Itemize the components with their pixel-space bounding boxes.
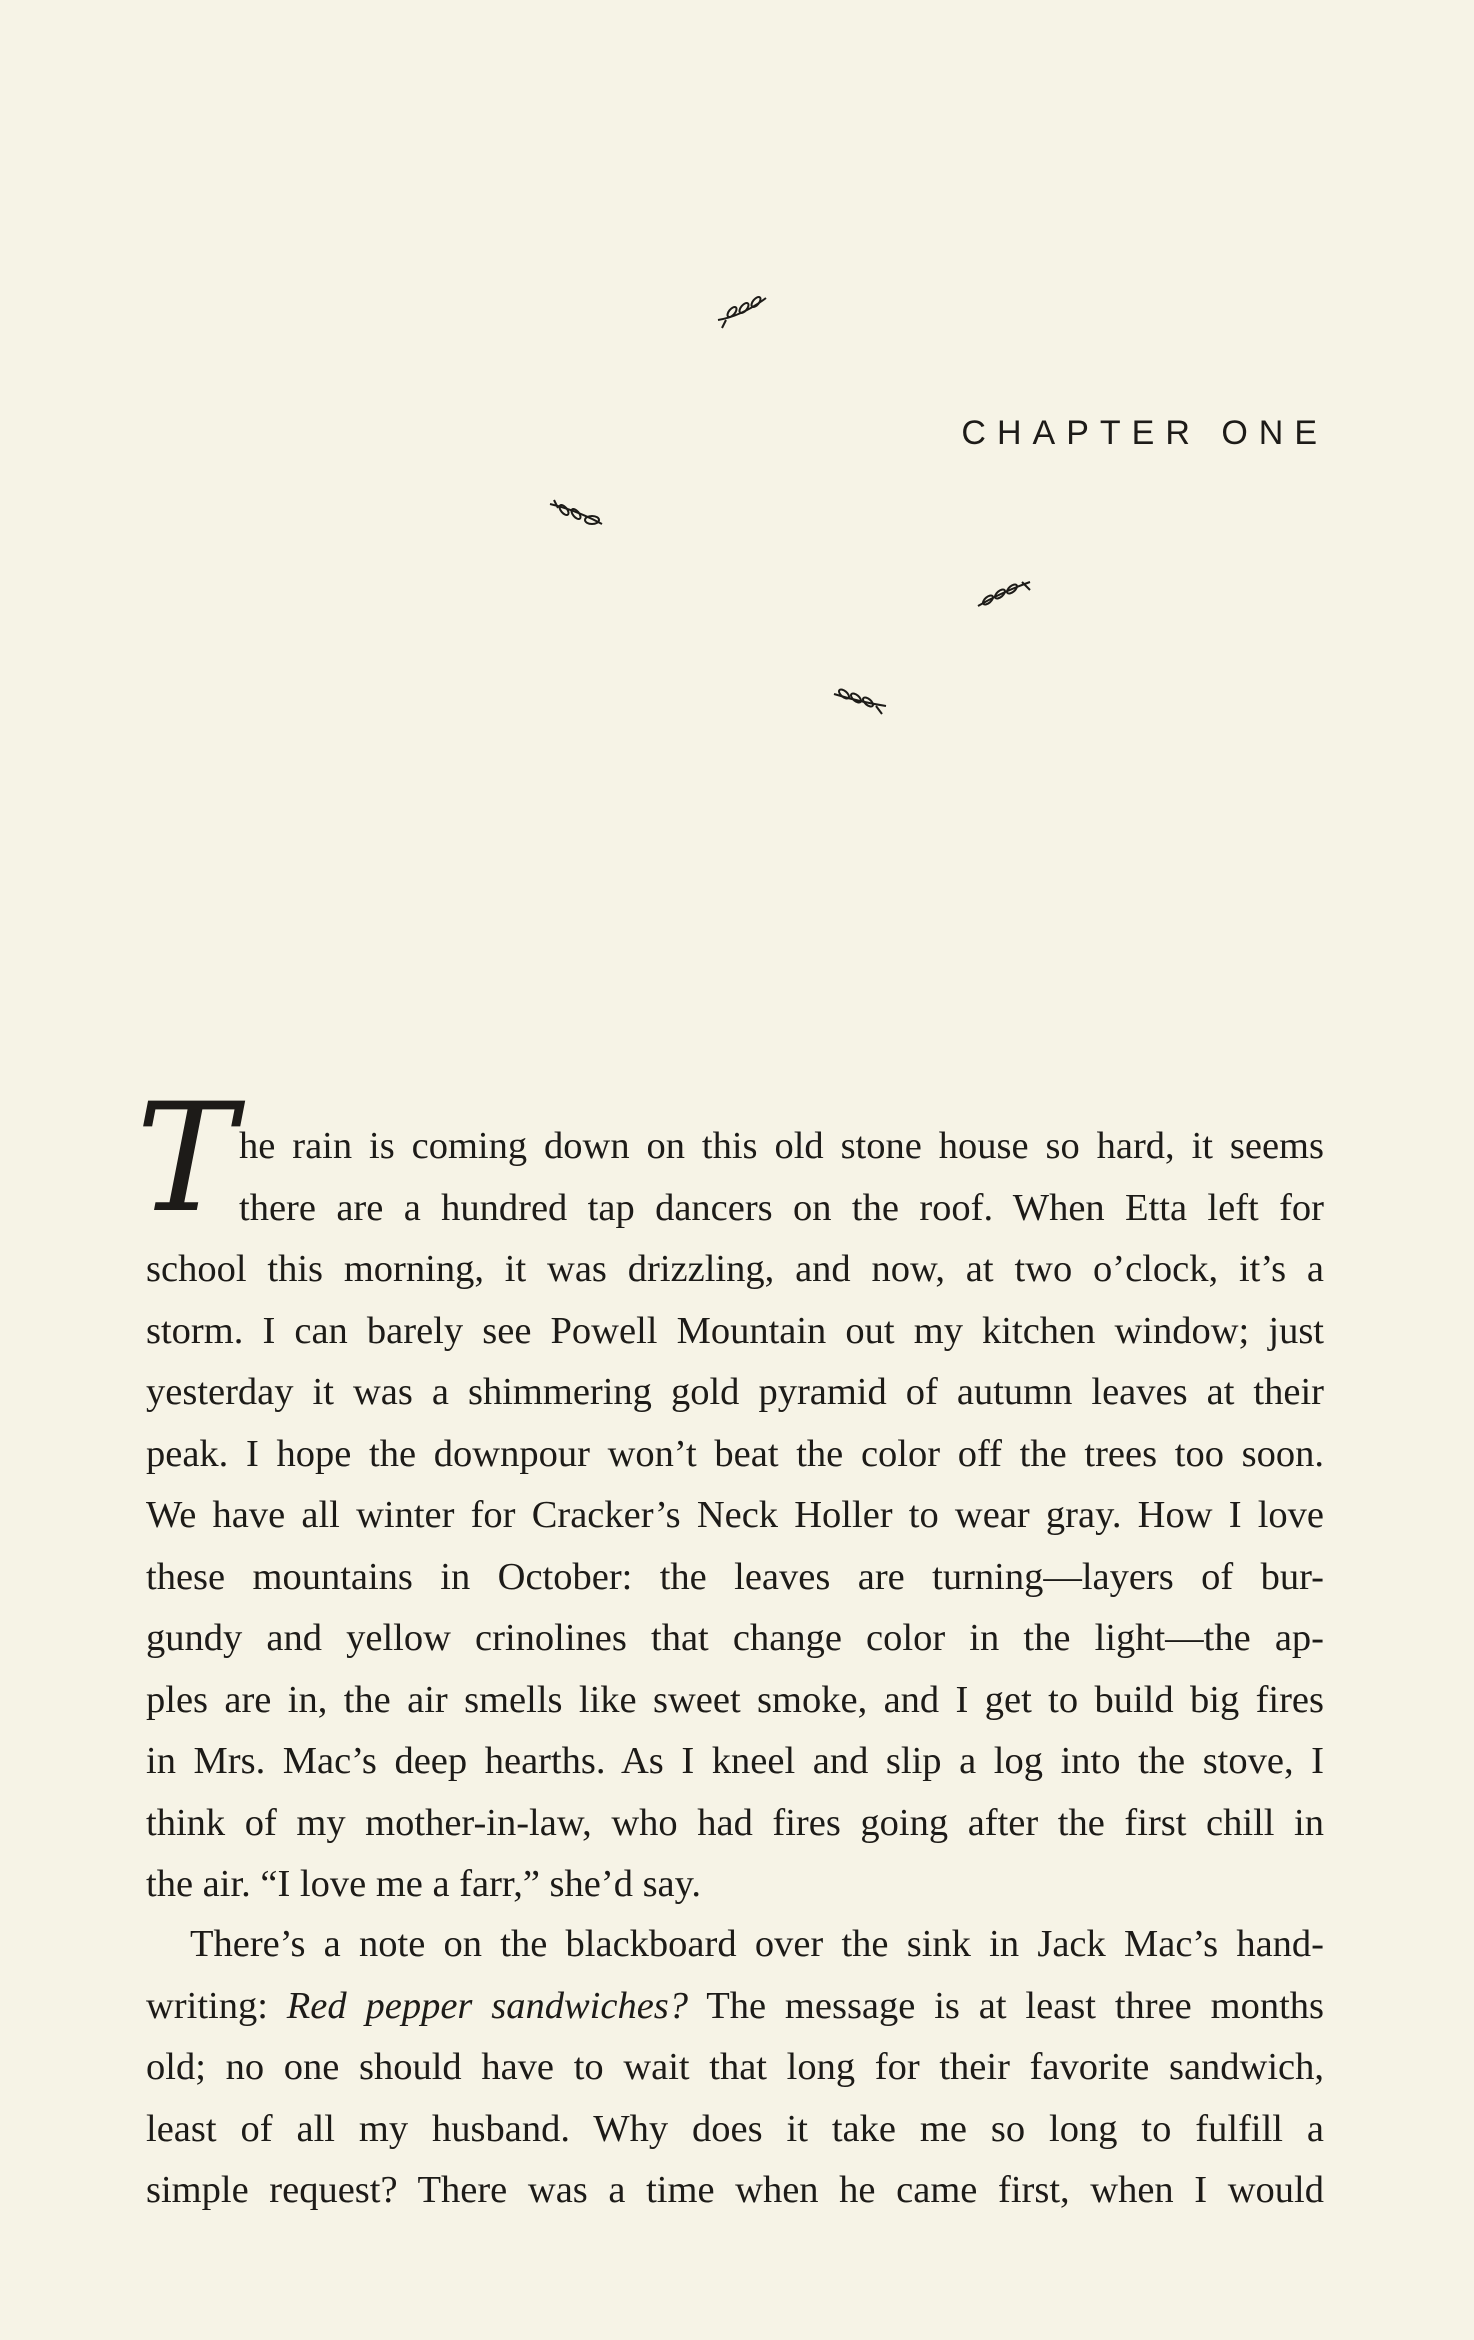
text-fragment: The message is at least three months xyxy=(706,1984,1324,2027)
text-line: think of my mother-in-law, who had fires going after the first chill in xyxy=(146,1801,1324,1844)
text-line: peak. I hope the downpour won’t beat the color off the trees too soon. xyxy=(146,1432,1324,1475)
text-line: gundy and yellow crinolines that change color in the light—the ap- xyxy=(146,1617,1324,1659)
text-line: yesterday it was a shimmering gold pyramid of autumn leaves at their xyxy=(146,1371,1324,1413)
text-fragment: writing: xyxy=(146,1984,268,2027)
paragraph-1 xyxy=(146,1116,1324,1916)
text-line: simple request? There was a time when he came first, when I would xyxy=(146,2169,1324,2211)
text-line: storm. I can barely see Powell Mountain out my kitchen window; just xyxy=(146,1309,1324,1352)
text-line: There’s a note on the blackboard over the sink in Jack Mac’s hand- xyxy=(190,1923,1324,1965)
text-line: school this morning, it was drizzling, and now, at two o’clock, it’s a xyxy=(146,1248,1324,1290)
paragraph-2 xyxy=(146,1914,1324,2222)
text-line xyxy=(146,1976,1324,2038)
text-line: he rain is coming down on this old stone house so hard, it seems xyxy=(239,1125,1324,1167)
text-line: these mountains in October: the leaves are turning—layers of bur- xyxy=(146,1555,1324,1598)
text-line: there are a hundred tap dancers on the roof. When Etta left for xyxy=(239,1186,1324,1229)
italic-note-text: Red pepper sandwiches? xyxy=(286,1984,689,2027)
text-line: We have all winter for Cracker’s Neck Holler to wear gray. How I love xyxy=(146,1494,1324,1536)
text-line: least of all my husband. Why does it take me so long to fulfill a xyxy=(146,2107,1324,2150)
text-line: the air. “I love me a farr,” she’d say. xyxy=(146,1863,702,1905)
text-line: old; no one should have to wait that long for their favorite sandwich, xyxy=(146,2046,1324,2088)
leaf-sprig-icon xyxy=(830,680,890,720)
text-line: in Mrs. Mac’s deep hearths. As I kneel and slip a log into the stove, I xyxy=(146,1740,1324,1782)
text-line: ples are in, the air smells like sweet smoke, and I get to build big fires xyxy=(146,1678,1324,1721)
leaf-sprig-icon xyxy=(546,494,606,534)
drop-cap: T xyxy=(136,1072,237,1246)
chapter-title: CHAPTER ONE xyxy=(961,414,1328,452)
leaf-sprig-icon xyxy=(712,290,772,330)
leaf-sprig-icon xyxy=(974,572,1034,612)
